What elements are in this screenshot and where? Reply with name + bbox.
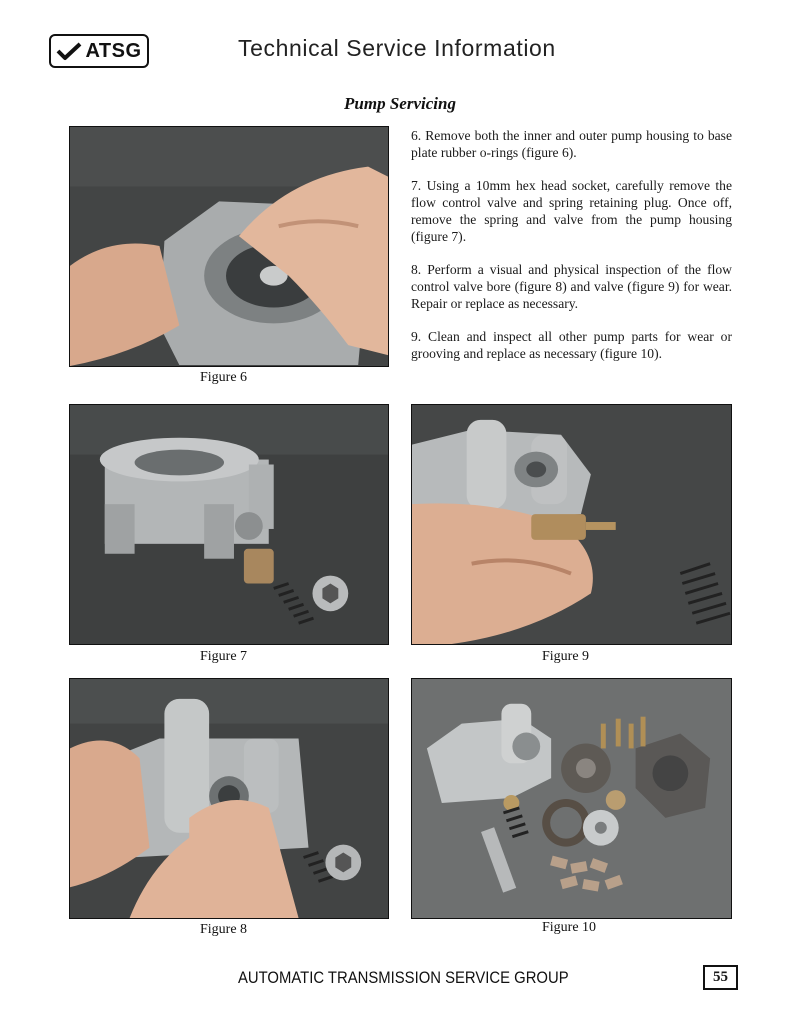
page-header-title: Technical Service Information [238, 35, 556, 61]
figure-9-photo [411, 404, 732, 645]
footer-organization-name: AUTOMATIC TRANSMISSION SERVICE GROUP [238, 969, 569, 987]
figure-8-photo [69, 678, 389, 919]
step-6: 6. Remove both the inner and outer pump housing to base plate rubber o-rings (figure 6). [411, 128, 732, 160]
figure-7-photo [69, 404, 389, 645]
page-number: 55 [703, 965, 738, 990]
figure-10-photo [411, 678, 732, 919]
figure-8-caption: Figure 8 [200, 922, 248, 937]
figure-6-caption: Figure 6 [200, 370, 248, 385]
figure-6-photo [69, 126, 389, 367]
figure-9-caption: Figure 9 [542, 649, 590, 664]
logo-text: ATSG [85, 39, 142, 62]
step-7: 7. Using a 10mm hex head socket, carefully remove the flow control valve and spring retaining plug. Once off, remove the spring and valve from the pump housing (figure 7). [411, 178, 732, 244]
checkmark-flag-icon [56, 41, 82, 61]
figure-7-caption: Figure 7 [200, 649, 248, 664]
atsg-logo [49, 34, 149, 68]
step-8: 8. Perform a visual and physical inspection of the flow control valve bore (figure 8) and valve (figure 9) for wear. Repair or replace as necessary. [411, 262, 732, 311]
section-title: Pump Servicing [344, 94, 456, 113]
figure-10-caption: Figure 10 [542, 920, 597, 935]
instruction-steps [411, 127, 732, 378]
step-9: 9. Clean and inspect all other pump parts for wear or grooving and replace as necessary (figure 10). [411, 329, 732, 361]
